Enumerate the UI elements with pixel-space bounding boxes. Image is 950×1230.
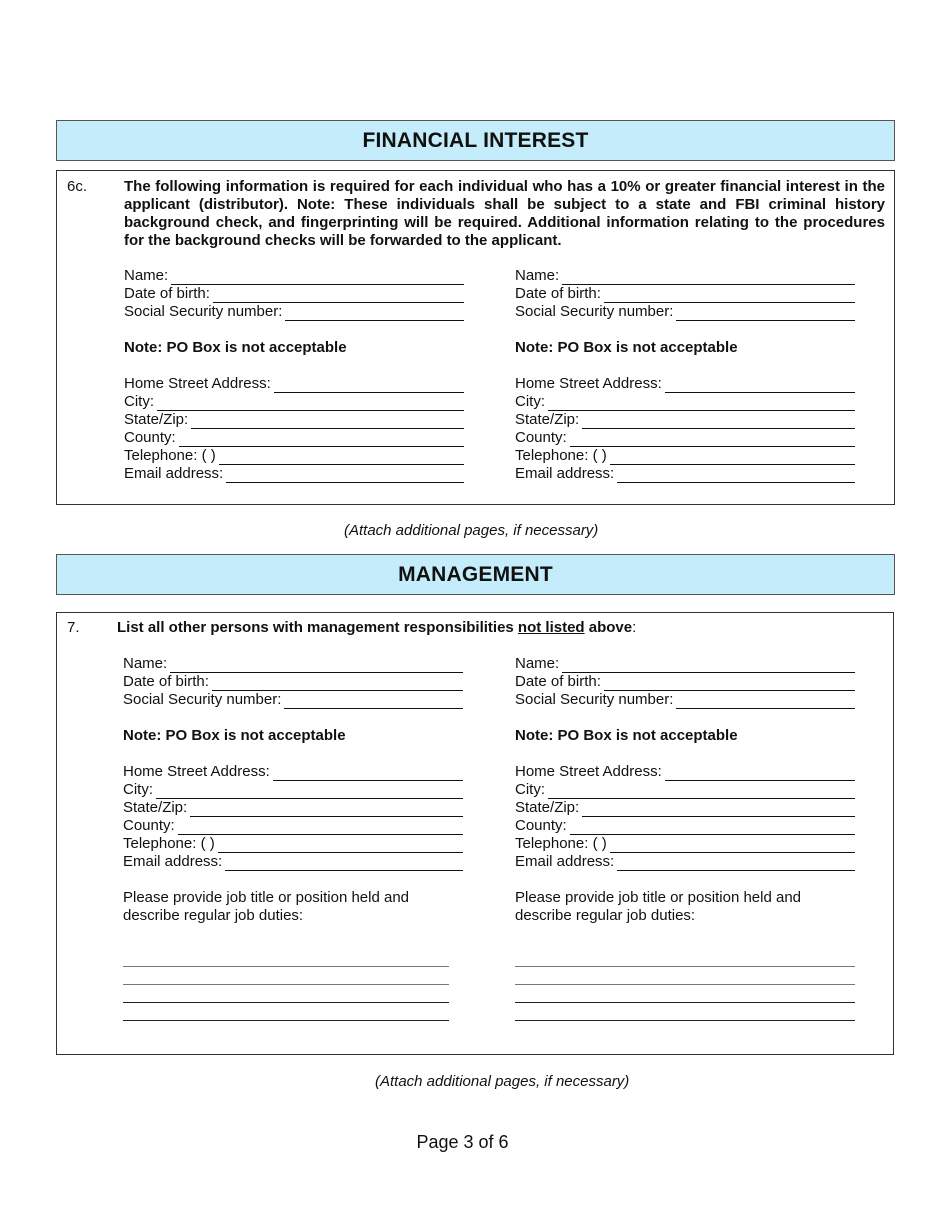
county-row: County:	[124, 429, 464, 447]
job-duties-line-2[interactable]	[123, 967, 449, 985]
county-row: County:	[123, 817, 463, 835]
job-duties-line-4[interactable]	[123, 1003, 449, 1021]
ssn-field[interactable]	[285, 306, 464, 321]
county-row: County:	[515, 817, 855, 835]
street-field[interactable]	[665, 378, 855, 393]
ssn-row: Social Security number:	[123, 691, 463, 709]
item-number-6c: 6c.	[67, 178, 88, 195]
job-duties-lines	[123, 949, 463, 1021]
po-box-note: Note: PO Box is not acceptable	[515, 339, 738, 356]
telephone-field[interactable]	[218, 838, 463, 853]
county-field[interactable]	[570, 432, 855, 447]
job-duties-lines	[515, 949, 869, 1021]
name-row: Name:	[124, 267, 464, 285]
dob-field[interactable]	[604, 288, 855, 303]
name-row: Name:	[515, 655, 855, 673]
street-row: Home Street Address:	[124, 375, 464, 393]
area-code: ( )	[201, 447, 216, 464]
city-row: City:	[123, 781, 463, 799]
financial-person-2	[515, 267, 855, 483]
county-field[interactable]	[570, 820, 855, 835]
po-box-note: Note: PO Box is not acceptable	[124, 339, 347, 356]
management-person-1	[123, 655, 463, 1021]
management-person-2	[515, 655, 855, 1021]
name-row: Name:	[515, 267, 855, 285]
financial-interest-header	[56, 120, 895, 161]
email-field[interactable]	[617, 468, 855, 483]
management-header	[56, 554, 895, 595]
job-duties-line-1[interactable]	[123, 949, 449, 967]
dob-field[interactable]	[213, 288, 464, 303]
financial-interest-instructions: The following information is required for each individual who has a 10% or greater financial interest in the applicant (distributor). Note: These individuals shall be subject to a state and FBI criminal history background check, and fingerprinting will be required. Additional information relating to the procedures for the background checks will be forwarded to the applicant.	[124, 178, 885, 249]
county-row: County:	[515, 429, 855, 447]
dob-row: Date of birth:	[515, 673, 855, 691]
city-field[interactable]	[548, 396, 855, 411]
telephone-row: Telephone: ( )	[123, 835, 463, 853]
po-box-note: Note: PO Box is not acceptable	[123, 727, 346, 744]
name-field[interactable]	[171, 270, 464, 285]
city-field[interactable]	[157, 396, 464, 411]
street-field[interactable]	[274, 378, 464, 393]
job-duties-prompt: Please provide job title or position held and describe regular job duties:	[123, 889, 410, 924]
street-row: Home Street Address:	[123, 763, 463, 781]
ssn-field[interactable]	[676, 306, 855, 321]
area-code: ( )	[200, 835, 215, 852]
po-box-note: Note: PO Box is not acceptable	[515, 727, 738, 744]
telephone-row: Telephone: ( )	[515, 447, 855, 465]
street-row: Home Street Address:	[515, 763, 855, 781]
state-zip-row: State/Zip:	[124, 411, 464, 429]
state-zip-row: State/Zip:	[123, 799, 463, 817]
ssn-row: Social Security number:	[515, 303, 855, 321]
state-zip-field[interactable]	[191, 414, 464, 429]
job-duties-prompt: Please provide job title or position held and describe regular job duties:	[515, 889, 802, 924]
state-zip-field[interactable]	[582, 414, 855, 429]
county-field[interactable]	[179, 432, 464, 447]
city-field[interactable]	[548, 784, 855, 799]
telephone-row: Telephone: ( )	[124, 447, 464, 465]
city-row: City:	[515, 781, 855, 799]
dob-row: Date of birth:	[515, 285, 855, 303]
dob-row: Date of birth:	[124, 285, 464, 303]
dob-field[interactable]	[604, 676, 855, 691]
email-field[interactable]	[226, 468, 464, 483]
dob-field[interactable]	[212, 676, 463, 691]
email-row: Email address:	[123, 853, 463, 871]
job-duties-line-3[interactable]	[123, 985, 449, 1003]
item-number-7: 7.	[67, 619, 80, 636]
state-zip-field[interactable]	[582, 802, 855, 817]
city-field[interactable]	[156, 784, 463, 799]
page-number: Page 3 of 6	[416, 1132, 509, 1152]
state-zip-row: State/Zip:	[515, 799, 855, 817]
attach-pages-note-1: (Attach additional pages, if necessary)	[344, 522, 599, 539]
county-field[interactable]	[178, 820, 463, 835]
management-instructions: List all other persons with management responsibilities not listed above:	[117, 619, 637, 636]
telephone-row: Telephone: ( )	[515, 835, 855, 853]
state-zip-field[interactable]	[190, 802, 463, 817]
ssn-row: Social Security number:	[124, 303, 464, 321]
city-row: City:	[124, 393, 464, 411]
management-title: MANAGEMENT	[398, 562, 553, 586]
name-field[interactable]	[170, 658, 463, 673]
email-row: Email address:	[515, 853, 855, 871]
financial-person-1	[124, 267, 464, 483]
telephone-field[interactable]	[610, 450, 855, 465]
dob-row: Date of birth:	[123, 673, 463, 691]
state-zip-row: State/Zip:	[515, 411, 855, 429]
attach-pages-note-2: (Attach additional pages, if necessary)	[375, 1073, 630, 1090]
name-row: Name:	[123, 655, 463, 673]
not-listed-emphasis: not listed	[517, 619, 585, 636]
name-field[interactable]	[562, 658, 855, 673]
street-row: Home Street Address:	[515, 375, 855, 393]
job-duties-line-1[interactable]	[515, 949, 855, 967]
area-code: ( )	[592, 835, 607, 852]
email-row: Email address:	[124, 465, 464, 483]
street-field[interactable]	[665, 766, 855, 781]
email-row: Email address:	[515, 465, 855, 483]
financial-interest-title: FINANCIAL INTEREST	[362, 128, 589, 152]
area-code: ( )	[592, 447, 607, 464]
telephone-field[interactable]	[219, 450, 464, 465]
job-duties-line-3[interactable]	[515, 985, 855, 1003]
telephone-field[interactable]	[610, 838, 855, 853]
ssn-field[interactable]	[676, 694, 855, 709]
ssn-field[interactable]	[284, 694, 463, 709]
city-row: City:	[515, 393, 855, 411]
email-field[interactable]	[617, 856, 855, 871]
email-field[interactable]	[225, 856, 463, 871]
ssn-row: Social Security number:	[515, 691, 855, 709]
job-duties-line-2[interactable]	[515, 967, 855, 985]
street-field[interactable]	[273, 766, 463, 781]
job-duties-line-4[interactable]	[515, 1003, 855, 1021]
name-field[interactable]	[562, 270, 855, 285]
